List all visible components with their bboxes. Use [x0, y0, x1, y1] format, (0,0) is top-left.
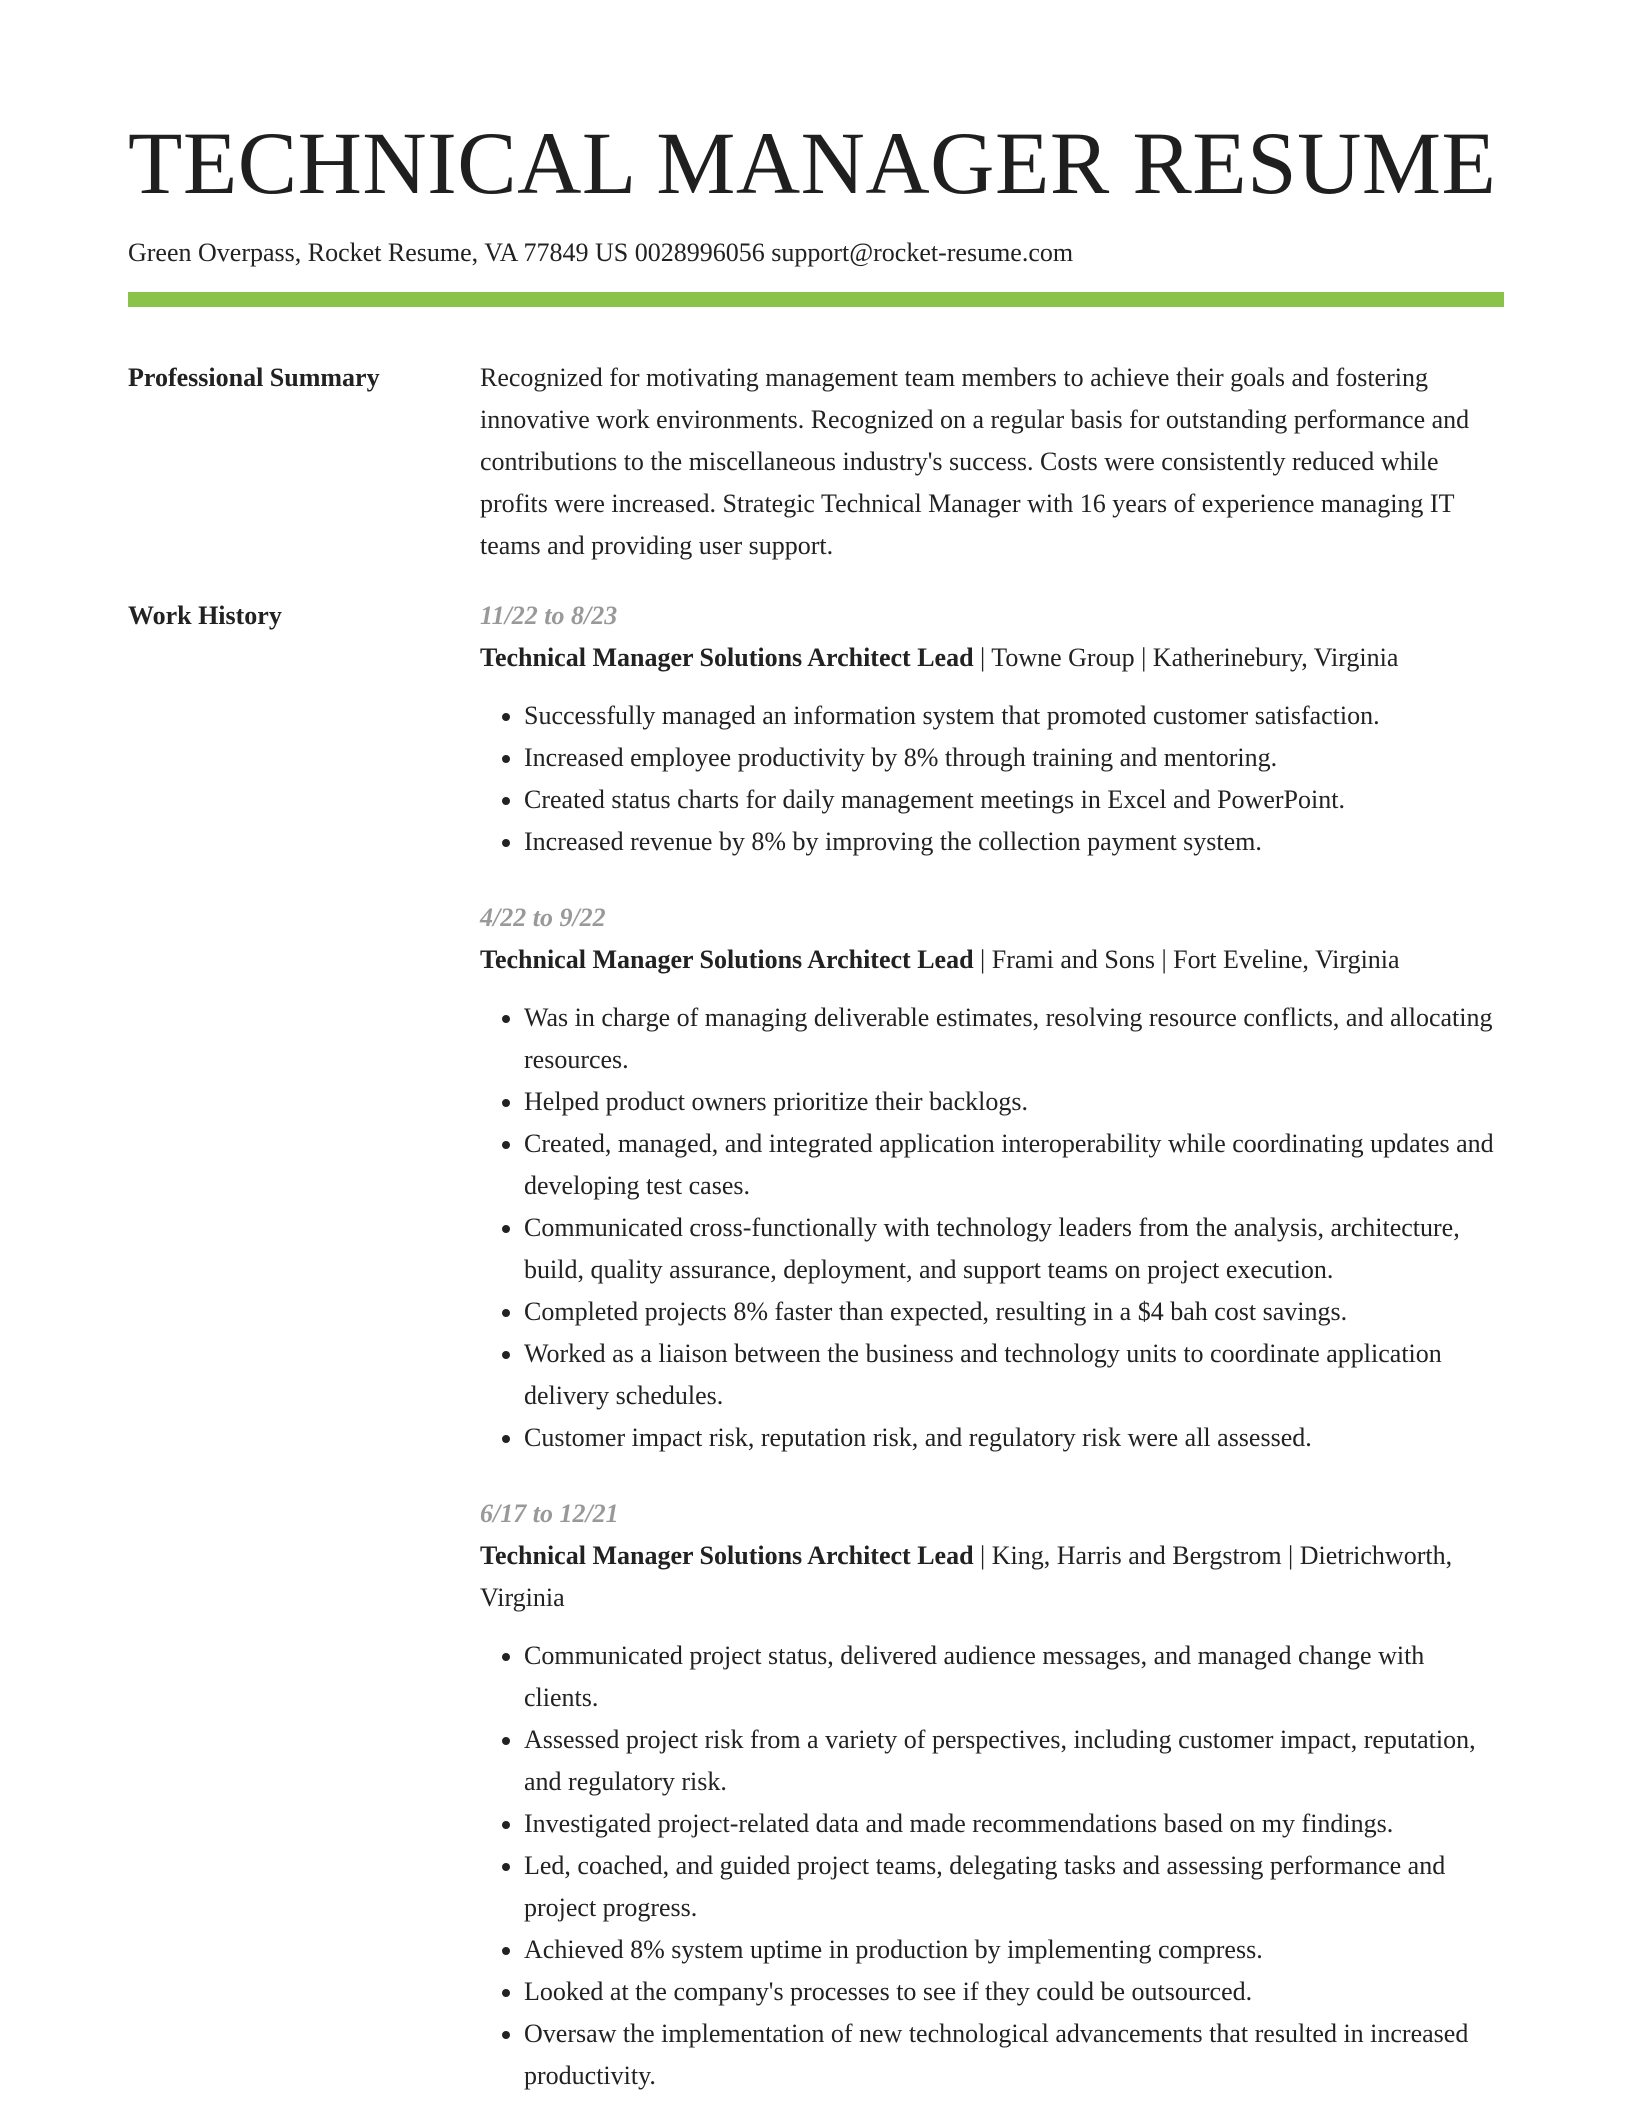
- work-history-body: [480, 595, 1504, 2112]
- job-bullet: • Completed projects 8% faster than expected, resulting in a $4 bah cost savings.: [524, 1291, 1504, 1333]
- job-title: Technical Manager Solutions Architect Lead: [480, 945, 974, 975]
- job-bullet: • Looked at the company's processes to see if they could be outsourced.: [524, 1971, 1504, 2013]
- job-employer-location: | Towne Group | Katherinebury, Virginia: [973, 643, 1399, 673]
- job-bullet: • Communicated cross-functionally with technology leaders from the analysis, architecture, build, quality assurance, deployment, and support teams on project execution.: [524, 1207, 1504, 1291]
- accent-divider: [128, 292, 1504, 307]
- summary-label: Professional Summary: [128, 363, 380, 393]
- job-bullet: • Helped product owners prioritize their backlogs.: [524, 1081, 1504, 1123]
- job-bullet: • Led, coached, and guided project teams, delegating tasks and assessing performance and project progress.: [524, 1845, 1504, 1929]
- job-dates: 11/22 to 8/23: [480, 601, 618, 631]
- work-history-label: Work History: [128, 601, 282, 631]
- summary-section: [128, 357, 1504, 567]
- contact-info: Green Overpass, Rocket Resume, VA 77849 US 0028996056 support@rocket-resume.com: [128, 238, 1074, 267]
- job-bullet-list: [480, 997, 1504, 1459]
- job-bullet: • Customer impact risk, reputation risk, and regulatory risk were all assessed.: [524, 1417, 1504, 1459]
- job-heading: [480, 939, 1504, 981]
- job-bullet: • Increased employee productivity by 8% through training and mentoring.: [524, 737, 1504, 779]
- job-title: Technical Manager Solutions Architect Lead: [480, 1541, 974, 1571]
- job-bullet: • Increased revenue by 8% by improving the collection payment system.: [524, 821, 1504, 863]
- job-bullet: • Successfully managed an information system that promoted customer satisfaction.: [524, 695, 1504, 737]
- job-bullet: • Created, managed, and integrated application interoperability while coordinating updates and developing test cases.: [524, 1123, 1504, 1207]
- job-bullet: • Created status charts for daily management meetings in Excel and PowerPoint.: [524, 779, 1504, 821]
- job-bullet: • Was in charge of managing deliverable estimates, resolving resource conflicts, and allocating resources.: [524, 997, 1504, 1081]
- job-employer-location: | Frami and Sons | Fort Eveline, Virginia: [973, 945, 1400, 975]
- job-dates: 6/17 to 12/21: [480, 1499, 619, 1529]
- job-bullet: • Oversaw the implementation of new technological advancements that resulted in increased productivity.: [524, 2013, 1504, 2097]
- job-entry: [480, 897, 1504, 1459]
- job-bullet: • Assessed project risk from a variety of perspectives, including customer impact, reputation, and regulatory risk.: [524, 1719, 1504, 1803]
- resume-title: TECHNICAL MANAGER RESUME: [128, 115, 1497, 213]
- job-bullet: • Investigated project-related data and made recommendations based on my findings.: [524, 1803, 1504, 1845]
- job-title: Technical Manager Solutions Architect Lead: [480, 643, 974, 673]
- summary-text: Recognized for motivating management team members to achieve their goals and fostering innovative work environments. Recognized on a regular basis for outstanding performance and contributions to the miscellaneous industry's success. Costs were consistently reduced while profits were increased. Strategic Technical Manager with 16 years of experience managing IT teams and providing user support.: [480, 363, 1470, 561]
- job-bullet: • Worked as a liaison between the business and technology units to coordinate application delivery schedules.: [524, 1333, 1504, 1417]
- job-bullet: • Achieved 8% system uptime in production by implementing compress.: [524, 1929, 1504, 1971]
- job-heading: [480, 637, 1504, 679]
- summary-body: [480, 357, 1504, 567]
- job-dates: 4/22 to 9/22: [480, 903, 606, 933]
- job-bullet-list: [480, 695, 1504, 863]
- resume-page: [128, 115, 1504, 2112]
- job-bullet: • Communicated project status, delivered audience messages, and managed change with clients.: [524, 1635, 1504, 1719]
- job-entry: [480, 1493, 1504, 2097]
- work-history-section: [128, 595, 1504, 2112]
- job-bullet-list: [480, 1635, 1504, 2097]
- job-employer-location: | King, Harris and Bergstrom | Dietrichworth, Virginia: [480, 1541, 1453, 1613]
- job-entry: [480, 595, 1504, 863]
- job-heading: [480, 1535, 1504, 1619]
